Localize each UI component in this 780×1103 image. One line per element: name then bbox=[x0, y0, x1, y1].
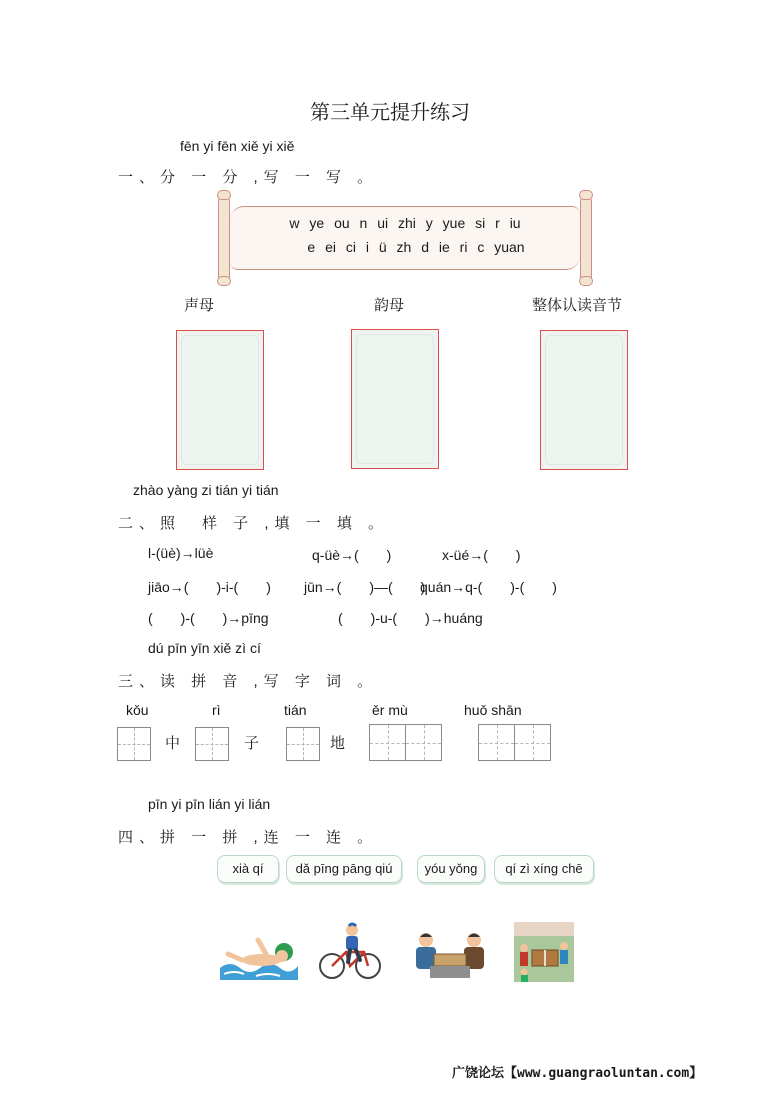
section2-heading: 二、照 样 子 ,填 一 填 。 bbox=[118, 515, 390, 532]
writing-cell[interactable] bbox=[514, 724, 551, 761]
answer-box-initials[interactable] bbox=[176, 330, 264, 470]
spectator-head bbox=[521, 969, 528, 976]
section3-pinyin: dú pīn yīn xiě zì cí bbox=[148, 640, 261, 656]
scroll-banner bbox=[218, 196, 592, 282]
fill-item[interactable]: ( )-u-( )→huáng bbox=[338, 610, 483, 626]
fill-item[interactable]: q-üè→( ) bbox=[312, 547, 392, 563]
word-pinyin: ěr mù bbox=[372, 702, 408, 718]
rider-shirt bbox=[346, 936, 358, 950]
player-body bbox=[464, 947, 484, 969]
fill-item[interactable]: jūn→( )—( ) bbox=[304, 579, 426, 595]
answer-box-whole-syllables[interactable] bbox=[540, 330, 628, 470]
footer-url[interactable]: 【www.guangraoluntan.com】 bbox=[504, 1066, 703, 1081]
word-card[interactable]: qí zì xíng chē bbox=[494, 855, 594, 883]
chess-board bbox=[434, 954, 466, 966]
swimmer-face bbox=[276, 950, 288, 962]
player-body bbox=[416, 947, 436, 969]
writing-cell[interactable] bbox=[405, 724, 442, 761]
fill-item[interactable]: l-(üè)→lüè bbox=[148, 545, 214, 561]
writing-cell[interactable] bbox=[195, 727, 229, 761]
section4-heading: 四、拼 一 拼 ,连 一 连 。 bbox=[118, 829, 379, 846]
given-character: 子 bbox=[244, 734, 260, 752]
player-head bbox=[520, 944, 528, 952]
scroll-line-1: w ye ou n ui zhi y yue si r iu bbox=[289, 215, 521, 231]
scroll-knob bbox=[217, 190, 231, 200]
writing-cell[interactable] bbox=[286, 727, 320, 761]
player-head bbox=[560, 942, 568, 950]
fill-item[interactable]: x-üé→( ) bbox=[442, 547, 521, 563]
scroll-knob bbox=[579, 190, 593, 200]
scroll-knob bbox=[217, 276, 231, 286]
table bbox=[430, 966, 470, 978]
table-tennis-picture[interactable] bbox=[514, 922, 574, 982]
given-character: 中 bbox=[165, 734, 181, 752]
word-pinyin: kǒu bbox=[126, 702, 149, 718]
fill-item[interactable]: ( )-( )→pīng bbox=[148, 610, 269, 626]
section1-heading: 一、分 一 分 ,写 一 写 。 bbox=[118, 169, 379, 186]
player-hair bbox=[468, 934, 480, 938]
category-initials-label: 声母 bbox=[184, 296, 215, 314]
word-pinyin: huǒ shān bbox=[464, 702, 522, 718]
player-body bbox=[560, 950, 568, 964]
scroll-rod-right bbox=[580, 196, 592, 282]
fill-item[interactable]: jiāo→( )-i-( ) bbox=[148, 579, 271, 595]
word-card[interactable]: yóu yǒng bbox=[417, 855, 485, 883]
section3-heading: 三、读 拼 音 ,写 字 词 。 bbox=[118, 673, 379, 690]
spectator-body bbox=[521, 975, 528, 982]
footer-site-name: 广饶论坛 bbox=[452, 1065, 505, 1080]
writing-cell[interactable] bbox=[478, 724, 515, 761]
scroll-rod-left bbox=[218, 196, 230, 282]
fill-item[interactable]: quán→q-( )-( ) bbox=[420, 579, 557, 595]
wall bbox=[514, 922, 574, 936]
section1-pinyin: fēn yi fēn xiě yi xiě bbox=[180, 138, 295, 154]
writing-cell[interactable] bbox=[369, 724, 406, 761]
footer-watermark bbox=[452, 1062, 702, 1081]
category-finals-label: 韵母 bbox=[374, 296, 405, 314]
word-pinyin: rì bbox=[212, 702, 221, 718]
cycling-picture[interactable] bbox=[318, 922, 382, 982]
page-title: 第三单元提升练习 bbox=[310, 100, 470, 124]
section4-pinyin: pīn yi pīn lián yi lián bbox=[148, 796, 271, 812]
given-character: 地 bbox=[330, 734, 346, 752]
player-body bbox=[520, 952, 528, 966]
answer-box-finals[interactable] bbox=[351, 329, 439, 469]
category-whole-syllables-label: 整体认读音节 bbox=[532, 296, 623, 314]
scroll-line-2: e ei ci i ü zh d ie ri c yuan bbox=[307, 239, 525, 255]
scroll-knob bbox=[579, 276, 593, 286]
scroll-paper bbox=[230, 206, 580, 270]
writing-cell[interactable] bbox=[117, 727, 151, 761]
word-card[interactable]: dǎ pīng pāng qiú bbox=[286, 855, 402, 883]
section2-pinyin: zhào yàng zi tián yi tián bbox=[133, 482, 279, 498]
player-hair bbox=[420, 934, 432, 938]
chess-picture[interactable] bbox=[412, 928, 488, 980]
word-card[interactable]: xià qí bbox=[217, 855, 279, 883]
swimming-picture[interactable] bbox=[218, 930, 298, 982]
word-pinyin: tián bbox=[284, 702, 307, 718]
